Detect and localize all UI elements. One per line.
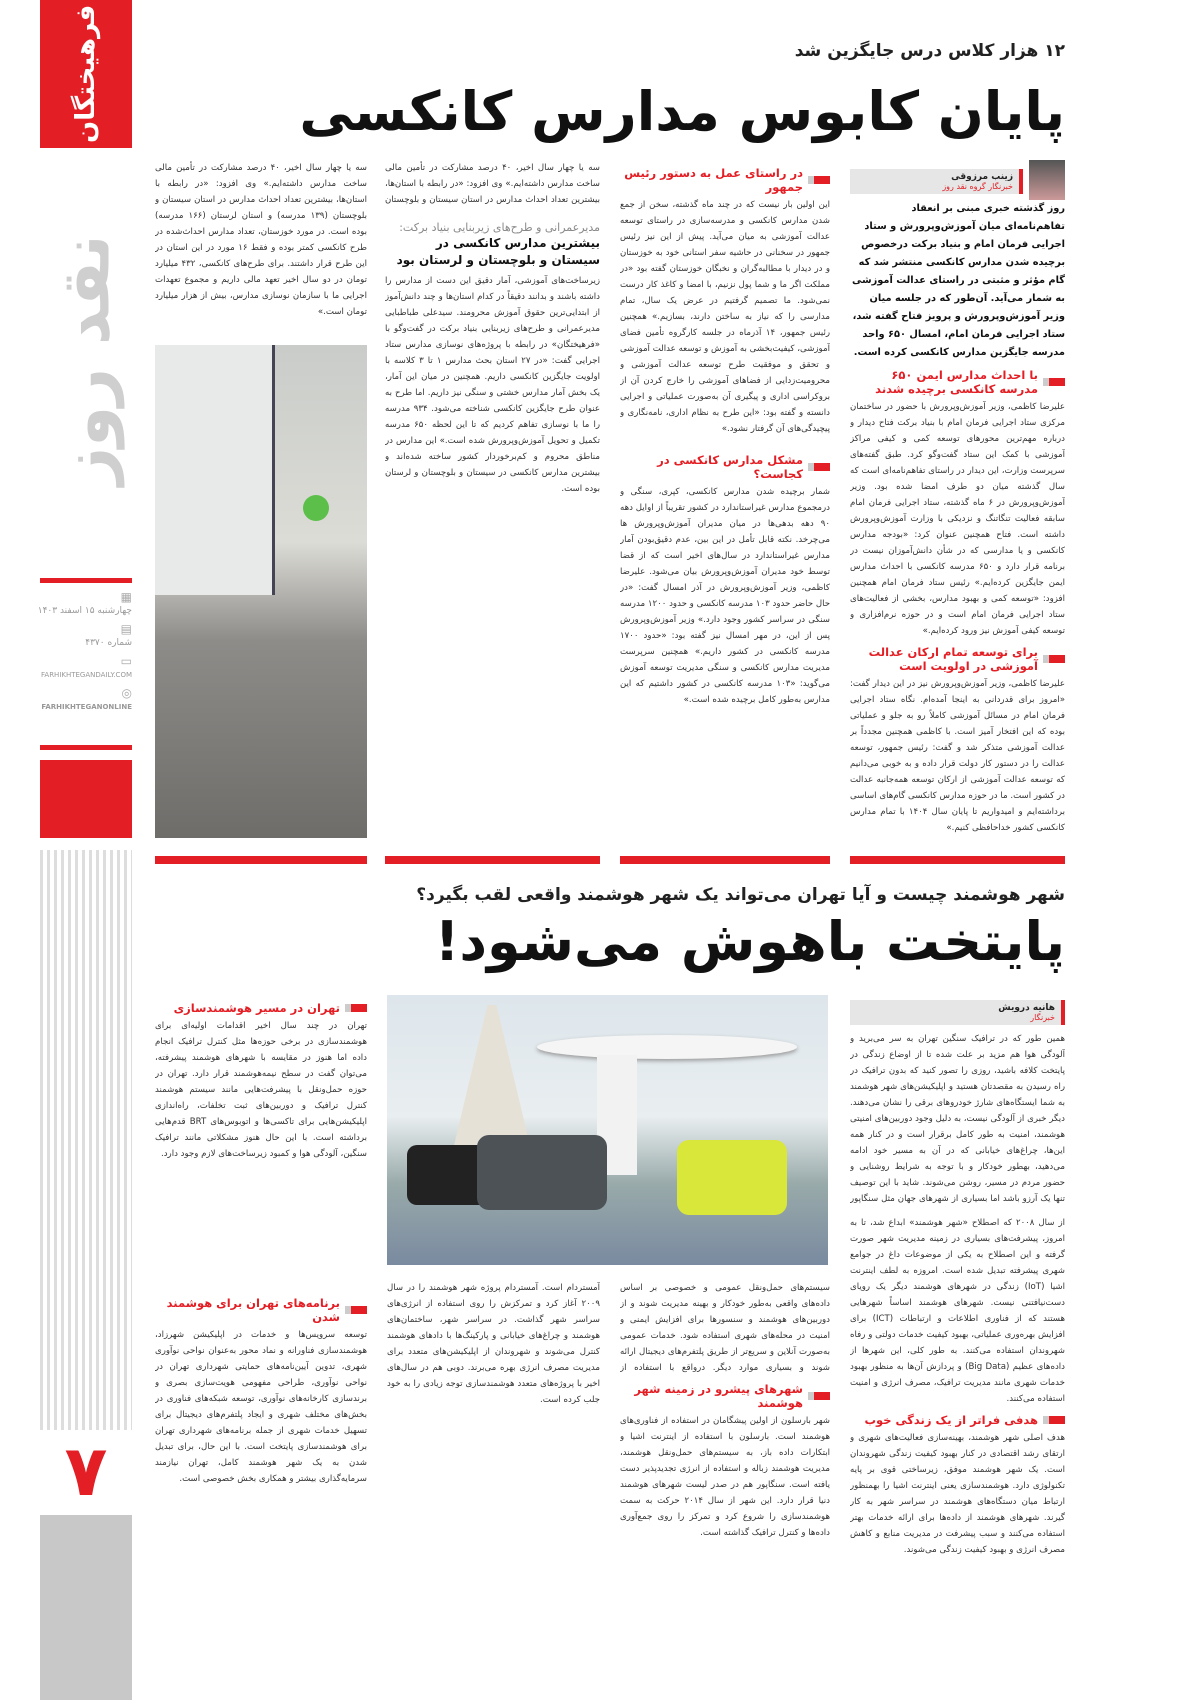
subheading: با احداث مدارس ایمن ۶۵۰ مدرسه کانکسی برچیده شدند <box>850 368 1065 396</box>
body-text: از سال ۲۰۰۸ که اصطلاح «شهر هوشمند» ابداع شد، تا به امروز، پیشرفت‌های بسیاری در زمینه مدیریت شهر صورت گرفته و این اصطلاح به یکی از موضوعات داغ در جوامع شهری پیشرفته تبدیل شده است. امروزه به لطف اینترنت اشیا (IoT) زندگی در شهرهای هوشمند دیگر یک رویای دست‌نیافتنی نیست. شهرهای هوشمند اساساً شهرهایی هستند که از فناوری اطلاعات و ارتباطات (ICT) برای افزایش بهره‌وری عملیاتی، بهبود کیفیت خدمات دولتی و رفاه شهروندان استفاده می‌کنند. به طور کلی، این شهرها از داده‌های عظیم (Big Data) و پردازش آن‌ها به منظور بهبود خدمات شهری مانند مدیریت ترافیک، مصرف انرژی و امنیت استفاده می‌کنند. <box>850 1218 1065 1404</box>
story2-col3 <box>387 1280 600 1680</box>
car <box>677 1140 787 1215</box>
body-text: سه یا چهار سال اخیر، ۴۰ درصد مشارکت در تأمین مالی ساخت مدارس داشته‌ایم.» وی افزود: «در رابطه با استان‌ها، بیشترین تعداد احداث مدارس در استان سیستان و بلوچستان <box>385 163 600 205</box>
body-text: سیستم‌های حمل‌ونقل عمومی و خصوصی بر اساس داده‌های واقعی به‌طور خودکار و بهینه مدیریت شوند و از دوربین‌های هوشمند و سنسورها برای افزایش ایمنی و امنیت در محله‌های شهری استفاده شود. خدمات عمومی به‌صورت آنلاین و سریع‌تر از طریق پلتفرم‌های دیجیتال ارائه شوند و بسیاری موارد دیگر. درواقع با استفاده از <box>620 1283 830 1373</box>
body-text: آمستردام است. آمستردام پروژه شهر هوشمند را در سال ۲۰۰۹ آغاز کرد و تمرکزش را روی استفاده از انرژی‌های سراسر شهر گذاشت. در سراسر شهر، ساختمان‌های هوشمند و چراغ‌های خیابانی و پارکینگ‌ها با دادهای هوشمند کنترل می‌شوند و شهروندان از اپلیکیشن‌های متعدد برای مدیریت مصرف انرژی بهره می‌برند. دوبی هم در سال‌های اخیر با پروژه‌های متعدد هوشمندسازی توجه زیادی را به خود جلب کرده است. <box>387 1283 600 1405</box>
body-text: سه یا چهار سال اخیر، ۴۰ درصد مشارکت در تأمین مالی ساخت مدارس داشته‌ایم.» وی افزود: «در رابطه با استان‌ها، بیشترین تعداد احداث مدارس در استان سیستان و بلوچستان (۱۳۹ مدرسه) و استان لرستان (۱۶۶ مدرسه) بوده است. در مورد خوزستان، تعداد مدارس احداث‌شده در طرح کانکسی کمتر بوده و فقط ۱۶ مورد در این استان در این طرح قرار داشتند. برای طرح‌های کانکسی، ۴۳۲ میلیارد تومان در دو سال اخیر تعهد مالی داریم و مجموع تعهدات اجرایی ما با سازمان نوسازی مدارس، بیش از هزار میلیارد تومان است.» <box>155 163 367 317</box>
subheading: مشکل مدارس کانکسی در کجاست؟ <box>620 453 830 481</box>
smart-city-photo <box>387 995 828 1265</box>
body-text: شهر بارسلون از اولین پیشگامان در استفاده از فناوری‌های هوشمند است. بارسلون با استفاده از اینترنت اشیا و ابتکارات داده باز، به سیستم‌های حمل‌ونقل هوشمند، مدیریت هوشمند زباله و استفاده از انرژی تجدیدپذیر دست یافته است. سنگاپور هم در صدر لیست شهرهای هوشمند دنیا قرار دارد. این شهر از سال ۲۰۱۴ حرکت به سمت هوشمندسازی را شروع کرد و تمرکز را روی جمع‌آوری داده‌ها و کنترل ترافیک گذاشته است. <box>620 1416 830 1538</box>
story2-col1 <box>850 1000 1065 1590</box>
web-icon: ▭ <box>120 654 132 668</box>
body-text: علیرضا کاظمی، وزیر آموزش‌وپرورش نیز در این دیدار گفت: «امروز برای قدردانی به اینجا آمده‌ام. نگاه ستاد اجرایی فرمان امام در مسائل آموزشی کاملاً رو به جلو و عملیاتی بوده که این افتخار آمیز است. با کاظمی همچنین مجدداً بر عدالت آموزشی متذکر شد و گفت: رئیس جمهور، توسعه عدالت را در دستور کار دولت قرار داده و به خوبی می‌دانیم که توسعه عدالت آموزشی از ارکان توسعه همه‌جانبه عدالت در کشور است. ما در حوزه مدارس کانکسی گام‌های اساسی برداشته‌ایم و امیدواریم تا پایان سال ۱۴۰۴ با تمام مدارس کانکسی کشور خداحافظی کنیم.» <box>850 679 1065 833</box>
calendar-icon: ▦ <box>120 590 132 604</box>
divider <box>155 856 367 864</box>
children-playing-photo <box>155 345 367 838</box>
story2-kicker: شهر هوشمند چیست و آیا تهران می‌تواند یک شهر هوشمند واقعی لقب بگیرد؟ <box>416 885 1065 905</box>
social-handle[interactable]: FARHIKHTEGANONLINE <box>41 703 132 711</box>
issue-number: شماره ۴۳۷۰ <box>85 638 132 648</box>
social-icon: ◎ <box>121 686 132 700</box>
lead-paragraph: روز گذشته خبری مبنی بر انعقاد تفاهم‌نامه‌ای میان آموزش‌وپرورش و ستاد اجرایی فرمان امام و بنیاد برکت درخصوص برچیده شدن مدارس کانکسی منتشر شد که گام مؤثر و مثبتی در راستای عدالت آموزشی به شمار می‌آید. آن‌طور که در جلسه میان وزیر آموزش‌وپرورش و پرویز فتاح گفته شد، ستاد اجرایی فرمان امام، امسال ۶۵۰ واحد مدرسه جایگزین مدارس کانکسی کرده است. <box>852 203 1065 358</box>
story2-col2 <box>620 1280 830 1701</box>
author-photo <box>1029 160 1065 200</box>
body-text: شمار برچیده شدن مدارس کانکسی، کپری، سنگی و درمجموع مدارس غیراستاندارد در کشور تقریباً از اوایل دهه ۹۰ دهه بدهی‌ها در میان مدیران آموزش‌وپرورش ‌ها می‌چرخد. نکته قابل تأمل در این بین، عدم دقیق‌بودن آمار مدارس غیراستاندارد در سال‌های اخیر است که از قضا توسط خود مدیران آموزش‌وپرورش بیان می‌شود. علیرضا کاظمی، وزیر آموزش‌وپرورش در آذر امسال گفت: «در حال حاضر حدود ۱۰۳ مدرسه کانکسی و حدود ۱۲۰۰ مدرسه سنگی در سراسر کشور وجود دارد.» وزیر آموزش‌وپرورش پس از این، در مهر امسال نیز گفته بود: «حدود ۱۷۰۰ مدرسه کانکسی در کشور داریم.» همچنین سرپرست مدیریت مدارس کانکسی و سنگی مدیریت توسعه آموزش می‌گوید: «۱۰۳ مدرسه کانکسی در کشور داشتیم که این مدارس به‌طور کامل برچیده شده است.» <box>620 487 830 705</box>
subheading: هدفی فراتر از یک زندگی خوب <box>850 1413 1065 1427</box>
author-role: خبرنگار گروه نقد روز <box>942 182 1013 191</box>
story1-col3 <box>385 160 600 833</box>
decorative-stripes <box>40 850 132 1505</box>
byline <box>850 169 1023 194</box>
divider <box>40 578 132 583</box>
author-name: زینب مرزوقی <box>951 172 1013 182</box>
page-number: ۷ <box>40 1430 132 1512</box>
subhead-kicker: مدیرعمرانی و طرح‌های زیربنایی بنیاد برکت: <box>399 221 600 234</box>
body-text: توسعه سرویس‌ها و خدمات در اپلیکیشن شهرزاد، هوشمندسازی فناورانه و نماد محور به‌عنوان نواحی نوآوری شهری، تدوین آیین‌نامه‌های حمایتی شهرداری تهران در نواحی نوآوری، طراحی مفهومی هویت‌سازی بصری و برندسازی کارخانه‌های نوآوری، توسعه شبکه‌های فناوری در بخش‌های مختلف شهری و ایجاد پلتفرم‌های دیجیتال برای تسهیل خدمات شهری از جمله برنامه‌های شهرداری تهران برای هوشمندسازی پایتخت است. با این حال، برای تبدیل شدن به یک شهر هوشمند کامل، تهران نیازمند سرمایه‌گذاری بیشتر و همکاری بخش خصوصی است. <box>155 1330 367 1484</box>
body-text: علیرضا کاظمی، وزیر آموزش‌وپرورش با حضور در ساختمان مرکزی ستاد اجرایی فرمان امام با بنیاد برکت فتاح دیدار و درباره مهم‌ترین محورهای توسعه کمی و کیفی مراکز آموزشی با کمک این ستاد گفت‌وگو کرد. طبق گفته‌های سرپرست وزارت، این دیدار در راستای تفاهم‌نامه‌ای است که سال گذشته میان دو طرف امضا شده بود. وزیر آموزش‌وپرورش در ۶ ماه گذشته، ستاد اجرایی فرمان امام سابقه فعالیت تنگاتنگ و نزدیکی با وزارت آموزش‌وپرورش داشته است. فتاح همچنین عنوان کرد: «بودجه مدارس کانکسی و یا مدارسی که در شأن دانش‌آموزان نیست در برنامه قرار دارد و ۶۵۰ مدرسه کانکسی با احداث مدارس ایمن جایگزین کرده‌ایم.» رئیس ستاد فرمان امام همچنین افزود: «توسعه کمی و بهبود مدارس، بخشی از فعالیت‌های ستاد اجرایی فرمان امام است و در حوزه نرم‌افزاری و توسعه کیفی آموزش نیز ورود کرده‌ایم.» <box>850 402 1065 636</box>
issue-date: چهارشنبه ۱۵ اسفند ۱۴۰۳ <box>37 606 132 616</box>
body-text: همین طور که در ترافیک سنگین تهران به سر می‌برید و آلودگی هوا هم مزید بر علت شده تا از اوضاع زندگی در پایتخت کلافه باشید، روزی را تصور کنید که بدون ترافیک در راه رسیدن به مقصدتان هستید و اپلیکیشن‌های شهر هوشمند به شما ایستگاه‌های شارژ خودروهای برقی را نشان می‌دهند. دیگر خبری از آلودگی نیست، به دلیل وجود دوربین‌های امنیتی هوشمند، امنیت به طور کامل برقرار است و در کنار همه این‌ها، چراغ‌های خیابانی که در آن به مسیر خود ادامه می‌دهید، بهطور خودکار و با توجه به شرایط روشنایی و حضور مردم در مسیر، روشن می‌شوند. شاید با این توصیف تنها یک آرزو باشد اما بسیاری از شهرهای جهان مثل سنگاپور <box>850 1034 1065 1204</box>
section-title: نقد روز <box>47 234 125 486</box>
subheading: در راستای عمل به دستور رئیس جمهور <box>620 166 830 194</box>
divider <box>385 856 600 864</box>
divider <box>620 856 830 864</box>
divider <box>850 856 1065 864</box>
website-link[interactable]: FARHIKHTEGANDAILY.COM <box>41 671 132 679</box>
car <box>477 1135 607 1210</box>
story2-headline: پایتخت باهوش می‌شود! <box>434 910 1065 973</box>
red-block <box>40 760 132 838</box>
author-role: خبرنگار <box>1030 1013 1055 1022</box>
charging-canopy <box>537 1035 797 1059</box>
issue-icon: ▤ <box>120 622 132 636</box>
divider <box>40 745 132 750</box>
subheading: شهرهای پیشرو در زمینه شهر هوشمند <box>620 1382 830 1410</box>
subheading: برنامه‌های تهران برای هوشمند شدن <box>155 1296 367 1324</box>
subhead-title: بیشترین مدارس کانکسی در سیستان و بلوچستان و لرستان بود <box>396 236 600 267</box>
newspaper-logo: فرهیختگان <box>40 0 132 148</box>
subheading: برای توسعه تمام ارکان عدالت آموزشی در اولویت است <box>850 645 1065 673</box>
story1-col4 <box>155 160 367 336</box>
ball <box>303 495 329 521</box>
story1-kicker: ۱۲ هزار کلاس درس جایگزین شد <box>794 41 1065 61</box>
body-text: هدف اصلی شهر هوشمند، بهینه‌سازی فعالیت‌های شهری و ارتقای رشد اقتصادی در کنار بهبود کیفیت زندگی شهروندان است. یک شهر هوشمند موفق، زیرساختی قوی بر پایه تکنولوژی دارد. هوشمندسازی یعنی اینترنت اشیا را بهمنظور ارتباط میان دستگاه‌های هوشمند در سراسر شهر به کار گیرند. شهرهای هوشمند از داده‌ها برای ارائه خدمات بهتر استفاده می‌کنند و سبب پیشرفت در مدیریت منابع و کاهش مصرف انرژی و بهبود کیفیت زندگی می‌شوند. <box>850 1433 1065 1555</box>
subheading: تهران در مسیر هوشمندسازی <box>155 1001 367 1015</box>
date-block <box>37 590 132 714</box>
story1-col2 <box>620 160 830 884</box>
byline <box>850 1000 1065 1025</box>
body-text: زیرساخت‌های آموزشی، آمار دقیق این دست از مدارس را داشته باشند و بدانند دقیقاً در کدام استان‌ها و چند دانش‌آموز از ابتدایی‌ترین حقوق آموزش محرومند. سیدعلی طباطبایی مدیرعمرانی و طرح‌های زیربنایی بنیاد برکت در گفت‌وگو با «فرهیختگان» در رابطه با پروژه‌های نوسازی مدارس ستاد اجرایی گفت: «در ۲۷ استان بحث مدارس ۱ تا ۳ کلاسه با اولویت جایگزین کانکسی داریم. همچنین در میان این آمار، یک بخش آمار مدارس خشتی و سنگی نیز داریم. اما طرح به عنوان طرح جایگزین کانکسی شناخته می‌شود. ۹۳۴ مدرسه را ما با نوسازی تفاهم کردیم که تا این لحظه ۶۵۰ مدرسه تکمیل و تحویل آموزش‌وپرورش شده است.» این مدارس در مناطق محروم و کم‌برخوردار کشور ساخته شده‌اند و بیشترین مدارس کانکسی در سیستان و بلوچستان و لرستان بوده است. <box>385 276 600 494</box>
body-text: این اولین بار نیست که در چند ماه گذشته، سخن از جمع شدن مدارس کانکسی و مدرسه‌سازی در راستای توسعه عدالت آموزشی به میان می‌آید. پیش از این نیز رئیس جمهور در سخنانی در حاشیه سفر استانی خود به خوزستان و در دیدار با مطالبه‌گران و نخبگان خوزستان گفته بود «در مملکت اگر ما و شما پول نزنیم، با امضا و کاغذ کار درست نمی‌شود. ما تصمیم گرفتیم در عرض یک سال، تمام مدارسی را که نیاز به ساختن دارند، بسازیم.» همچنین رئیس جمهور، ۱۴ آذرماه در جلسه کارگروه تأمین فضای آموزشی، کیفیت‌بخشی به آموزش و توسعه عدالت آموزشی و تحقق و موفقیت طرح توسعه عدالت آموزشی و محرومیت‌زدایی از فضاهای آموزشی را خارج کردن آن از بروکراسی اداری و پیگیری آن به‌صورت عملیاتی و اجرایی دانسته و گفته بود: «این طرح به نظام اداری، نامه‌نگاری و پیچیدگی‌های آن گرفتار نشود.» <box>620 200 830 434</box>
container-classroom <box>155 345 275 595</box>
gray-block <box>40 1515 132 1700</box>
story1-col1 <box>850 160 1065 916</box>
body-text: تهران در چند سال اخیر اقدامات اولیه‌ای برای هوشمندسازی در برخی حوزه‌ها مثل کنترل ترافیک انجام داده اما هنوز در مقایسه با شهرهای هوشمند پیشرفته، می‌توان گفت در سطح نیمه‌هوشمند قرار دارد. تهران در حوزه حمل‌ونقل با پیشرفت‌هایی مانند سیستم هوشمند کنترل ترافیک و دوربین‌های ثبت تخلفات، راه‌اندازی اپلیکیشن‌هایی برای تاکسی‌ها و اتوبوس‌های BRT قدم‌هایی برداشته است. با این حال هنوز مشکلاتی مانند ترافیک سنگین، آلودگی هوا و کمبود زیرساخت‌های لازم وجود دارد. <box>155 1021 367 1159</box>
story2-col4 <box>155 995 367 1679</box>
story1-headline: پایان کابوس مدارس کانکسی <box>299 80 1065 143</box>
author-name: هانیه درویش <box>998 1003 1055 1013</box>
